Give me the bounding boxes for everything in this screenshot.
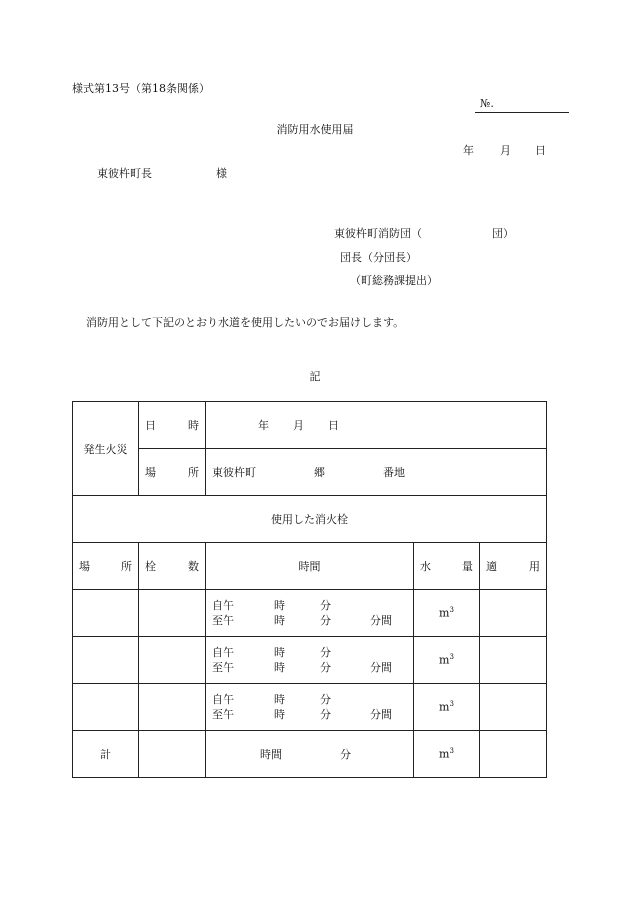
unit-cube: 3 xyxy=(449,700,454,709)
document-number-line xyxy=(475,112,569,113)
place-label-cell xyxy=(139,449,206,496)
addressee xyxy=(97,165,227,181)
col-header-place xyxy=(73,543,139,590)
place-town: 東彼杵町 xyxy=(212,466,256,479)
remarks-cell[interactable] xyxy=(480,590,547,637)
total-minutes-label: 分 xyxy=(340,748,351,761)
water-amount-cell[interactable] xyxy=(414,637,480,684)
from-label: 自午 xyxy=(212,646,234,659)
to-label: 至午 xyxy=(212,708,234,721)
from-hour: 時 xyxy=(274,599,285,612)
col-header-part: 水 xyxy=(420,560,431,573)
table-row xyxy=(73,590,547,637)
date-year-label: 年 xyxy=(463,144,474,157)
datetime-day: 日 xyxy=(328,419,339,432)
table-row xyxy=(73,637,547,684)
col-header-time: 時間 xyxy=(206,543,414,590)
unit-cube: 3 xyxy=(449,747,454,756)
time-to-line xyxy=(212,707,407,722)
place-banchi: 番地 xyxy=(383,466,405,479)
col-header-part: 量 xyxy=(462,560,473,573)
col-header-part: 栓 xyxy=(145,560,156,573)
time-from-line xyxy=(212,645,407,660)
to-hour: 時 xyxy=(274,614,285,627)
col-header-part: 用 xyxy=(529,560,541,573)
hydrant-count-cell[interactable] xyxy=(139,637,206,684)
to-hour: 時 xyxy=(274,661,285,674)
col-header-part: 適 xyxy=(486,560,497,573)
remarks-cell[interactable] xyxy=(480,637,547,684)
to-minute: 分 xyxy=(320,661,331,674)
to-minute: 分 xyxy=(320,614,331,627)
hydrant-place-cell[interactable] xyxy=(73,684,139,731)
sender-org-suffix: 団） xyxy=(492,227,514,240)
unit-m: m xyxy=(439,653,450,667)
date-day-label: 日 xyxy=(535,144,546,157)
duration-minutes: 分間 xyxy=(370,614,392,627)
place-label-part: 所 xyxy=(188,466,199,479)
addressee-name: 東彼杵町長 xyxy=(97,167,152,180)
from-hour: 時 xyxy=(274,693,285,706)
total-label: 計 xyxy=(73,731,139,778)
total-count-cell[interactable] xyxy=(139,731,206,778)
datetime-year: 年 xyxy=(258,419,269,432)
sender-org-prefix: 東彼杵町消防団（ xyxy=(334,227,422,240)
document-number-label: №. xyxy=(480,97,494,110)
unit-cube: 3 xyxy=(449,653,454,662)
usage-table xyxy=(72,401,547,778)
table-row xyxy=(73,684,547,731)
from-label: 自午 xyxy=(212,693,234,706)
hydrant-time-cell[interactable] xyxy=(206,637,414,684)
from-hour: 時 xyxy=(274,646,285,659)
datetime-month: 月 xyxy=(293,419,304,432)
to-label: 至午 xyxy=(212,661,234,674)
sender-note: （町総務課提出） xyxy=(350,274,438,287)
duration-minutes: 分間 xyxy=(370,661,392,674)
unit-m: m xyxy=(439,747,450,761)
date-month-label: 月 xyxy=(500,144,511,157)
to-label: 至午 xyxy=(212,614,234,627)
total-remarks-cell[interactable] xyxy=(480,731,547,778)
total-time-cell[interactable] xyxy=(206,731,414,778)
hydrant-time-cell[interactable] xyxy=(206,684,414,731)
col-header-part: 数 xyxy=(188,560,199,573)
document-title: 消防用水使用届 xyxy=(276,123,354,136)
col-header-remarks xyxy=(480,543,547,590)
from-label: 自午 xyxy=(212,599,234,612)
water-amount-cell[interactable] xyxy=(414,684,480,731)
col-header-part: 場 xyxy=(79,560,90,573)
time-from-line xyxy=(212,598,407,613)
table-row xyxy=(73,731,547,778)
datetime-label-part: 時 xyxy=(188,419,199,432)
col-header-count xyxy=(139,543,206,590)
total-water-cell[interactable] xyxy=(414,731,480,778)
date-line xyxy=(463,142,546,158)
place-value-cell[interactable] xyxy=(206,449,547,496)
time-from-line xyxy=(212,692,407,707)
addressee-honorific: 様 xyxy=(216,167,227,180)
hydrant-count-cell[interactable] xyxy=(139,590,206,637)
datetime-label-part: 日 xyxy=(145,419,156,432)
table-row xyxy=(73,449,547,496)
hydrant-place-cell[interactable] xyxy=(73,590,139,637)
to-hour: 時 xyxy=(274,708,285,721)
datetime-value-cell[interactable] xyxy=(206,402,547,449)
unit-m: m xyxy=(439,606,450,620)
form-number: 様式第13号（第18条関係） xyxy=(72,82,210,95)
unit-cube: 3 xyxy=(449,606,454,615)
total-hours-label: 時間 xyxy=(260,748,282,761)
hydrant-place-cell[interactable] xyxy=(73,637,139,684)
hydrant-time-cell[interactable] xyxy=(206,590,414,637)
hydrant-count-cell[interactable] xyxy=(139,684,206,731)
sender-org xyxy=(334,225,514,241)
col-header-water xyxy=(414,543,480,590)
unit-m: m xyxy=(439,700,450,714)
fire-label: 発生火災 xyxy=(73,402,139,496)
place-go: 郷 xyxy=(314,466,325,479)
body-text: 消防用として下記のとおり水道を使用したいのでお届けします。 xyxy=(86,316,405,329)
remarks-cell[interactable] xyxy=(480,684,547,731)
from-minute: 分 xyxy=(320,599,331,612)
hydrant-header: 使用した消火栓 xyxy=(73,496,547,543)
water-amount-cell[interactable] xyxy=(414,590,480,637)
ki-heading: 記 xyxy=(309,370,321,383)
datetime-label-cell xyxy=(139,402,206,449)
table-row xyxy=(73,496,547,543)
place-label-part: 場 xyxy=(145,466,156,479)
time-to-line xyxy=(212,660,407,675)
col-header-part: 所 xyxy=(121,560,132,573)
duration-minutes: 分間 xyxy=(370,708,392,721)
time-to-line xyxy=(212,613,407,628)
to-minute: 分 xyxy=(320,708,331,721)
from-minute: 分 xyxy=(320,646,331,659)
sender-title: 団長（分団長） xyxy=(340,251,417,264)
table-row xyxy=(73,543,547,590)
from-minute: 分 xyxy=(320,693,331,706)
table-row xyxy=(73,402,547,449)
